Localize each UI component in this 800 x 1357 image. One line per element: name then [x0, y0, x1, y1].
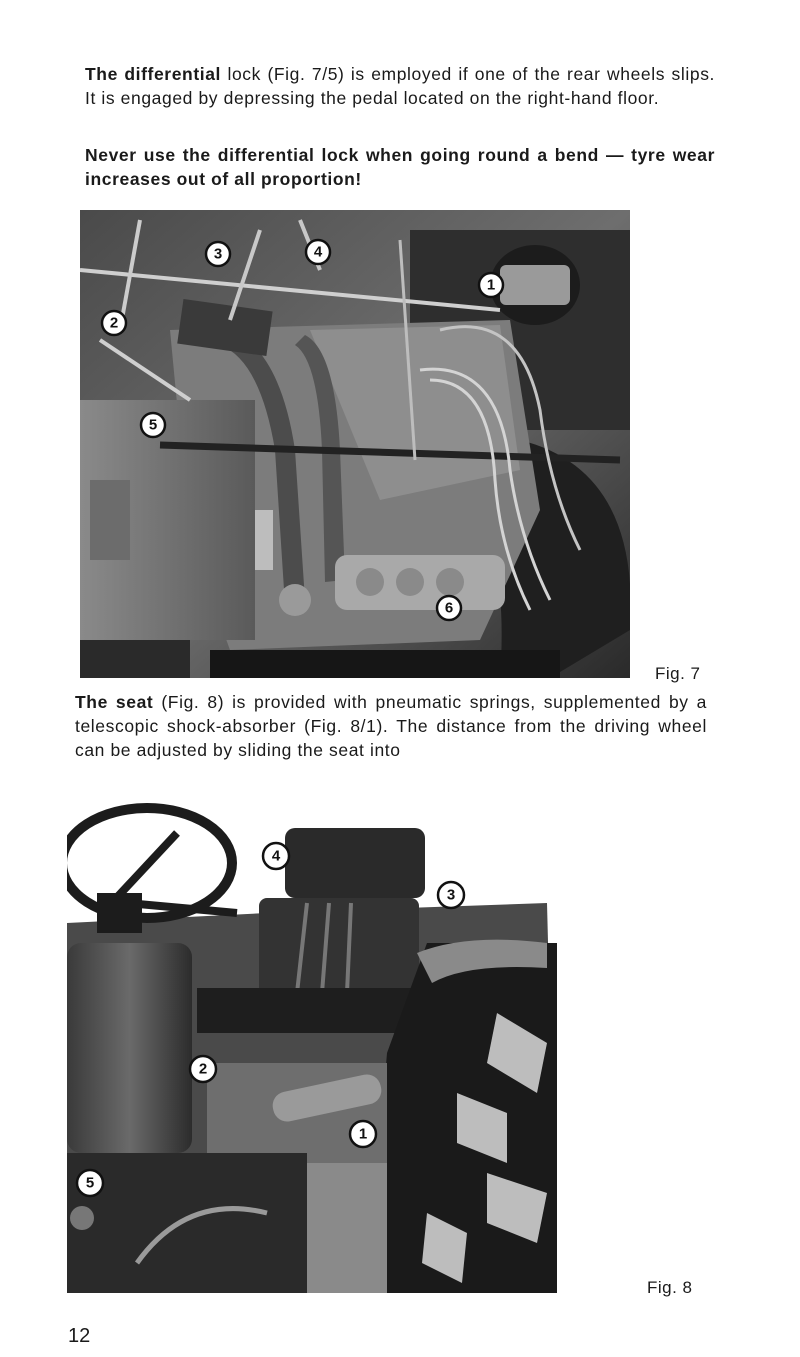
differential-lock-text: lock (Fig. 7/5) is employed if one of the rear wheels slips. It is engaged by depressing the pedal located on the right-hand floor. — [85, 64, 716, 108]
figure-8-callout-1 — [350, 1121, 376, 1147]
svg-text:4: 4 — [271, 847, 281, 865]
svg-text:1: 1 — [486, 276, 496, 294]
figure-8-callout-5 — [77, 1170, 103, 1196]
figure-7-caption: Fig. 7 — [655, 664, 701, 683]
svg-text:5: 5 — [85, 1174, 95, 1192]
figure-7-callout-1 — [479, 273, 503, 297]
seat-lead: The seat — [75, 692, 154, 712]
differential-lock-warning: Never use the differential lock when going round a bend — tyre wear increases out of all proportion! — [85, 145, 715, 189]
figure-7-callout-4 — [306, 240, 330, 264]
differential-lock-paragraph — [85, 62, 715, 110]
figure-7-photo — [80, 210, 630, 678]
seat-text: (Fig. 8) is provided with pneumatic springs, supplemented by a telescopic shock-absorber (Fig. 8/1). The distance from the driving wheel can be adjusted by sliding the seat into — [75, 692, 707, 760]
figure-8-photo — [67, 793, 557, 1293]
svg-text:3: 3 — [213, 245, 223, 263]
figure-8-callout-2 — [190, 1056, 216, 1082]
figure-7-callout-6 — [437, 596, 461, 620]
figure-8-illustration — [67, 793, 557, 1293]
differential-lock-lead: The differential — [85, 64, 222, 84]
svg-text:4: 4 — [313, 243, 323, 261]
figure-7-callout-2 — [102, 311, 126, 335]
figure-8-callout-4 — [263, 843, 289, 869]
svg-text:3: 3 — [446, 886, 456, 904]
figure-7-callout-3 — [206, 242, 230, 266]
seat-paragraph — [75, 690, 707, 762]
figure-8-caption: Fig. 8 — [647, 1278, 693, 1297]
svg-text:6: 6 — [444, 599, 454, 617]
figure-8-callout-3 — [438, 882, 464, 908]
svg-text:1: 1 — [358, 1125, 368, 1143]
svg-text:2: 2 — [109, 314, 119, 332]
figure-7-callout-5 — [141, 413, 165, 437]
page-number: 12 — [68, 1325, 91, 1347]
svg-text:5: 5 — [148, 416, 158, 434]
svg-text:2: 2 — [198, 1060, 208, 1078]
figure-7-illustration — [80, 210, 630, 678]
